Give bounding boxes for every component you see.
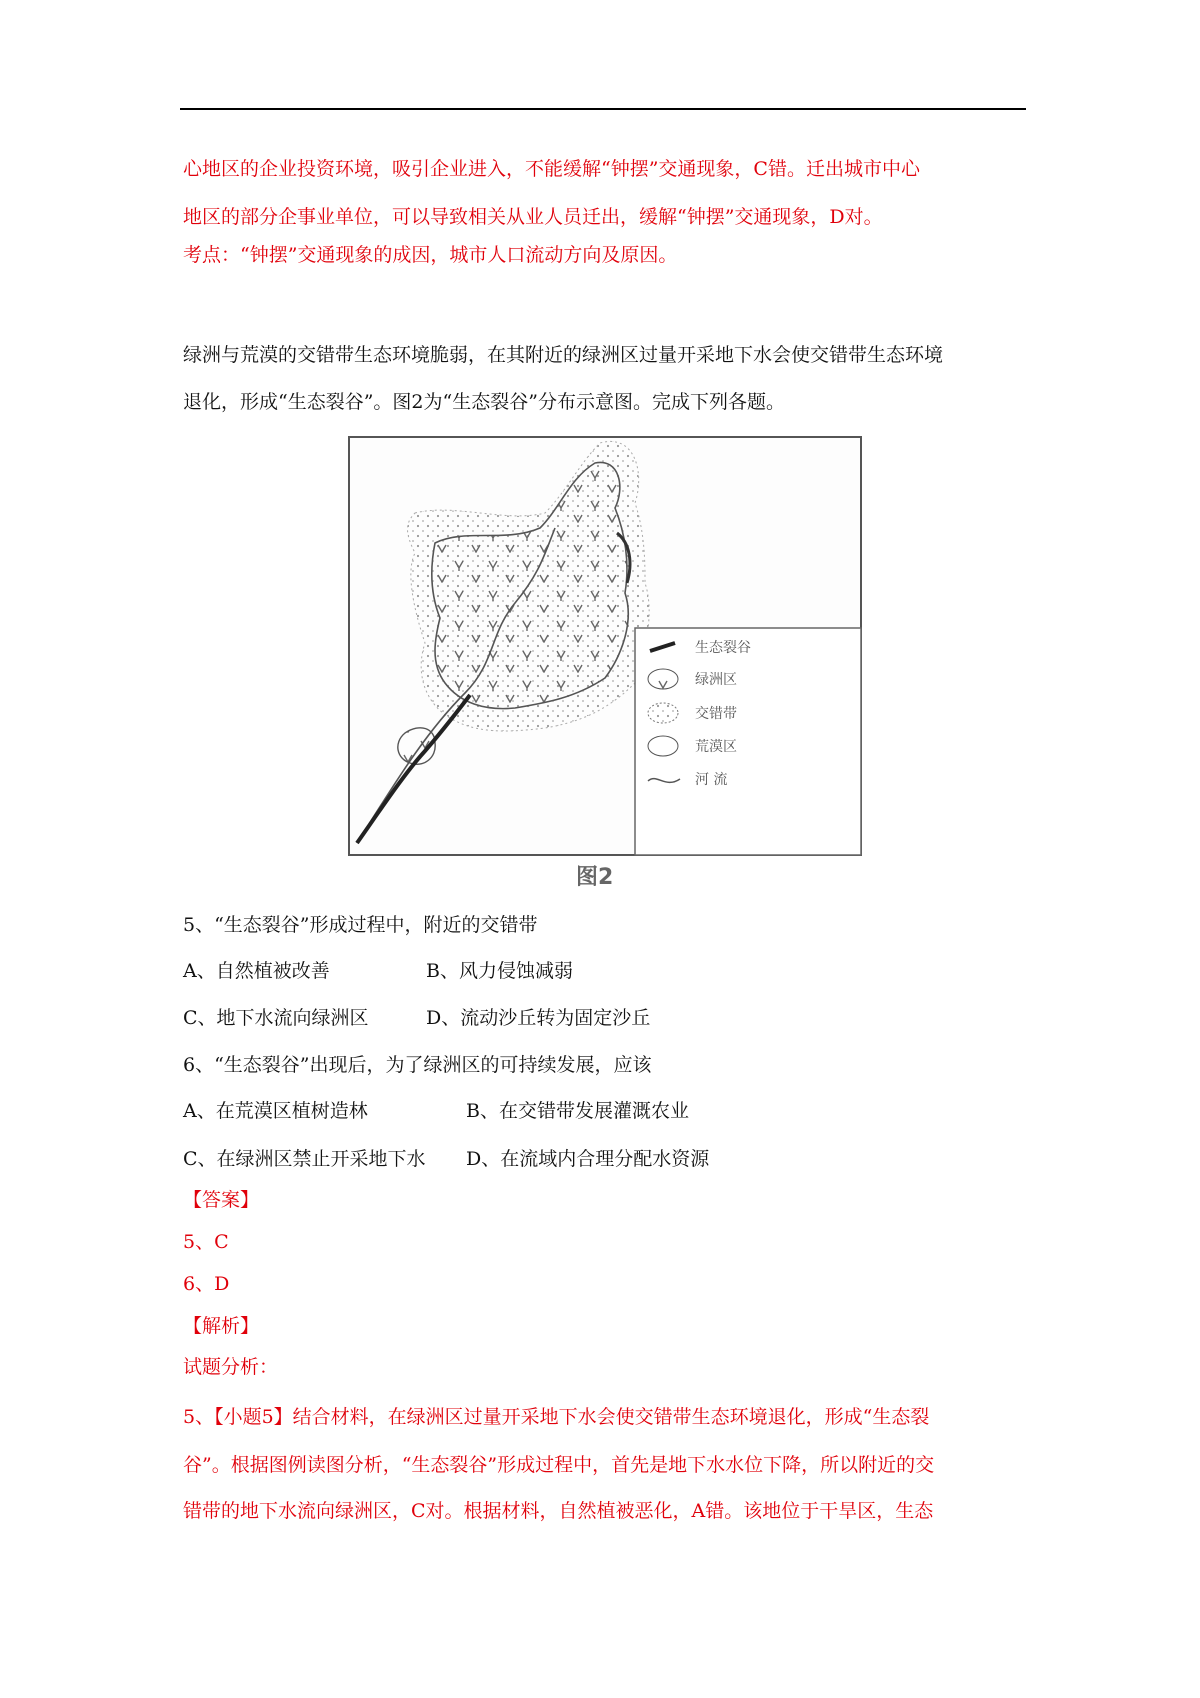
legend-oasis: 绿洲区	[695, 672, 737, 688]
answer-item-5: 5、C	[183, 1231, 229, 1253]
answer-heading: 【答案】	[183, 1189, 260, 1211]
map-legend	[635, 628, 861, 855]
analysis-line-2: 谷”。根据图例读图分析，“生态裂谷”形成过程中，首先是地下水水位下降，所以附近的交	[183, 1454, 935, 1476]
intro-line-1: 绿洲与荒漠的交错带生态环境脆弱，在其附近的绿洲区过量开采地下水会使交错带生态环境	[183, 344, 944, 366]
q6-option-c: C、在绿洲区禁止开采地下水	[183, 1148, 426, 1170]
explanation-line-2: 地区的部分企事业单位，可以导致相关从业人员迁出，缓解“钟摆”交通现象，D对。	[183, 206, 883, 228]
analysis-line-1: 5、【小题5】结合材料，在绿洲区过量开采地下水会使交错带生态环境退化，形成“生态裂	[183, 1406, 930, 1428]
q5-option-b: B、风力侵蚀减弱	[426, 960, 573, 982]
q5-option-d: D、流动沙丘转为固定沙丘	[426, 1007, 651, 1029]
question-5-stem: 5、“生态裂谷”形成过程中，附近的交错带	[183, 914, 538, 936]
legend-rift: 生态裂谷	[695, 640, 751, 656]
q6-option-d: D、在流域内合理分配水资源	[466, 1148, 710, 1170]
kaodian-line: 考点：“钟摆”交通现象的成因，城市人口流动方向及原因。	[183, 244, 678, 266]
analysis-subheading: 试题分析：	[183, 1356, 279, 1378]
figure-caption: 图2	[576, 865, 614, 890]
legend-river: 河 流	[695, 772, 728, 788]
q6-option-b: B、在交错带发展灌溉农业	[466, 1100, 689, 1122]
ecological-rift-map	[345, 433, 865, 859]
legend-desert: 荒漠区	[695, 739, 737, 755]
header-rule	[180, 108, 1026, 110]
q5-option-c: C、地下水流向绿洲区	[183, 1007, 369, 1029]
question-6-stem: 6、“生态裂谷”出现后，为了绿洲区的可持续发展，应该	[183, 1054, 652, 1076]
legend-swatch-transition	[648, 703, 678, 723]
legend-swatch-oasis	[648, 669, 678, 689]
q6-option-a: A、在荒漠区植树造林	[183, 1100, 368, 1122]
analysis-line-3: 错带的地下水流向绿洲区，C对。根据材料，自然植被恶化，A错。该地位于干旱区，生态	[183, 1500, 934, 1522]
legend-transition: 交错带	[695, 706, 737, 722]
answer-item-6: 6、D	[183, 1273, 230, 1295]
q5-option-a: A、自然植被改善	[183, 960, 330, 982]
intro-line-2: 退化，形成“生态裂谷”。图2为“生态裂谷”分布示意图。完成下列各题。	[183, 391, 785, 413]
legend-swatch-desert	[648, 736, 678, 756]
analysis-heading: 【解析】	[183, 1315, 260, 1337]
explanation-line-1: 心地区的企业投资环境，吸引企业进入，不能缓解“钟摆”交通现象，C错。迁出城市中心	[183, 158, 920, 180]
